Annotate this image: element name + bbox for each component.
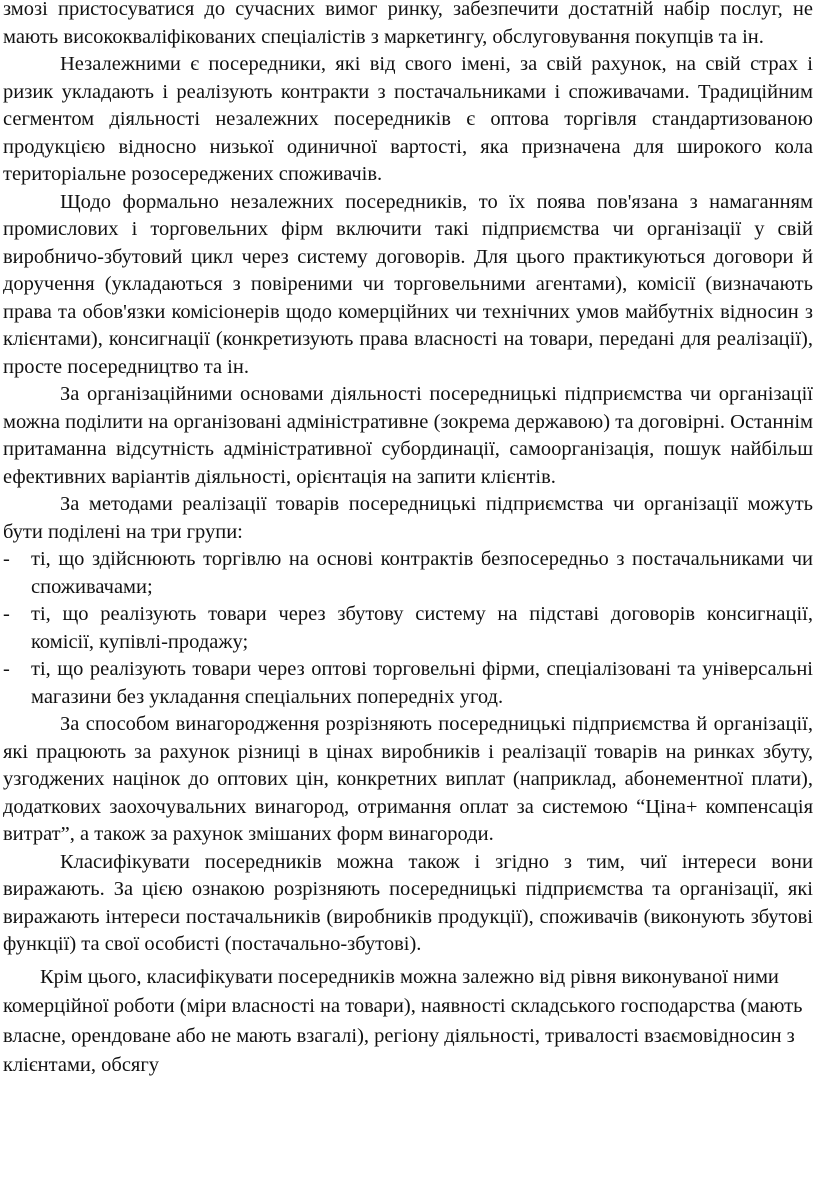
paragraph-formally-independent: Щодо формально незалежних посередників, то їх поява пов'язана з намаганням промислових і торговельних фірм включити такі підприємства чи організації у свій виробничо-збутовий цикл через систему договорів. Для цього практикуються договори й доручення (укладаються з повіреними чи торговельними агентами), комісії (визначають права та обов'язки комісіонерів щодо комерційних чи технічних умов майбутніх відносин з клієнтами), консигнації (конкретизують права власності на товари, передані для реалізації), просте посередництво та ін. xyxy=(3,190,813,378)
list-item xyxy=(3,601,813,656)
list-item xyxy=(3,656,813,711)
paragraph-independent-intermediaries: Незалежними є посередники, які від свого імені, за свій рахунок, на свій страх і ризик укладають і реалізують контракти з постачальниками і споживачами. Традиційним сегментом діяльності незалежних посередників є оптова торгівля стандартизованою продукцією відносно низької одиничної вартості, яка призначена для широкого кола територіальне розосереджених споживачів. xyxy=(3,53,813,185)
paragraph-organizational-basis: За організаційними основами діяльності посередницькі підприємства чи організації можна поділити на організовані адміністративне (зокрема державою) та договірні. Останнім притаманна відсутність адміністративної субординації, самоорганізація, пошук найбільш ефективних варіантів діяльності, орієнтація на запити клієнтів. xyxy=(3,383,813,488)
list-item-text: ті, що здійснюють торгівлю на основі контрактів безпосередньо з постачальниками чи споживачами; xyxy=(31,548,813,598)
bullet-dash: - xyxy=(3,658,10,680)
paragraph-classification-criteria: Крім цього, класифікувати посередників можна залежно від рівня виконуваної ними комерційної роботи (міри власності на товари), наявності складського господарства (мають власне, орендоване або не мають взагалі), регіону діяльності, тривалості взаємовідносин з клієнтами, обсягу xyxy=(3,965,803,1076)
paragraph-continuation: змозі пристосуватися до сучасних вимог ринку, забезпечити достатній набір послуг, не мають висококваліфікованих спеціалістів з маркетингу, обслуговування покупців та ін. xyxy=(3,0,813,48)
paragraph-remuneration: За способом винагородження розрізняють посередницькі підприємства й організації, які працюють за рахунок різниці в цінах виробників і реалізації товарів на ринках збуту, узгоджених націнок до оптових цін, конкретних виплат (наприклад, абонементної плати), додаткових заохочувальних винагород, отримання оплат за системою “Ціна+ компенсація витрат”, а також за рахунок змішаних форм винагороди. xyxy=(3,713,813,845)
list-item-text: ті, що реалізують товари через збутову систему на підставі договорів консигнації, комісії, купівлі-продажу; xyxy=(31,603,813,653)
paragraph-sales-methods: За методами реалізації товарів посередницькі підприємства чи організації можуть бути поділені на три групи: xyxy=(3,493,813,543)
bullet-dash: - xyxy=(3,548,10,570)
list-item-text: ті, що реалізують товари через оптові торговельні фірми, спеціалізовані та універсальні магазини без укладання спеціальних попередніх угод. xyxy=(31,658,813,708)
bullet-dash: - xyxy=(3,603,10,625)
paragraph-interests: Класифікувати посередників можна також і згідно з тим, чиї інтереси вони виражають. За цією ознакою розрізняють посередницькі підприємства та організації, які виражають інтереси постачальників (виробників продукції), споживачів (виконують збутові функції) та свої особисті (постачально-збутові). xyxy=(3,850,813,955)
list-item xyxy=(3,546,813,601)
bullet-list xyxy=(3,546,813,711)
